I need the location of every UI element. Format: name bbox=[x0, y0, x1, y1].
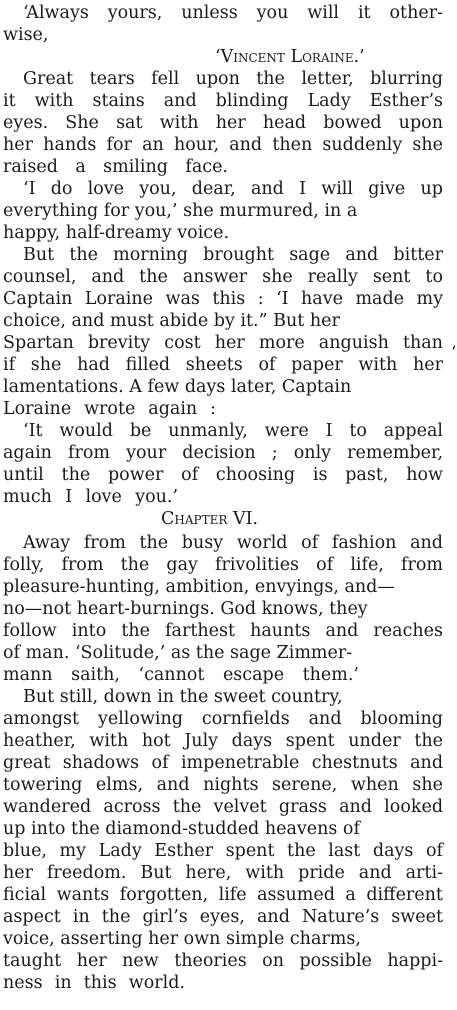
text-line: ‘Always yours, unless you will it other- bbox=[23, 3, 443, 23]
text-line: ‘I do love you, dear, and I will give up bbox=[23, 179, 443, 199]
text-line: again from your decision ; only remember, bbox=[3, 443, 444, 463]
text-line: much I love you.’ bbox=[3, 487, 179, 507]
text-line: ficial wants forgotten, life assumed a different bbox=[3, 885, 443, 905]
text-line: Great tears fell upon the letter, blurring bbox=[23, 69, 443, 89]
text-line: up into the diamond-studded heavens of bbox=[3, 819, 360, 839]
text-line: raised a smiling face. bbox=[3, 157, 228, 177]
text-line: it with stains and blinding Lady Esther’s bbox=[3, 91, 444, 111]
text-line: Spartan brevity cost her more anguish than bbox=[3, 333, 443, 353]
text-line: ‘It would be unmanly, were I to appeal bbox=[23, 421, 444, 441]
text-line: amongst yellowing cornfields and blooming bbox=[3, 709, 443, 729]
text-line: her freedom. But here, with pride and arti- bbox=[3, 863, 443, 883]
text-line: Captain Loraine was this : ‘I have made my bbox=[3, 289, 443, 309]
margin-mark: ‘ bbox=[451, 343, 457, 363]
text-line: lamentations. A few days later, Captain bbox=[3, 377, 352, 397]
text-line: pleasure-hunting, ambition, envyings, and— bbox=[3, 577, 395, 597]
text-line: counsel, and the answer she really sent to bbox=[3, 267, 443, 287]
heading-line: Chapter VI. bbox=[161, 509, 259, 529]
text-line: wandered across the velvet grass and looked bbox=[3, 797, 444, 817]
text-line: Away from the busy world of fashion and bbox=[23, 533, 443, 553]
text-line: happy, half-dreamy voice. bbox=[3, 223, 230, 243]
text-line: ness in this world. bbox=[3, 973, 185, 993]
text-line: taught her new theories on possible happi- bbox=[3, 951, 443, 971]
text-line: But the morning brought sage and bitter bbox=[23, 245, 443, 265]
text-line: heather, with hot July days spent under the bbox=[3, 731, 443, 751]
text-line: eyes. She sat with her head bowed upon bbox=[3, 113, 443, 133]
text-line: mann saith, ‘cannot escape them.’ bbox=[3, 665, 359, 685]
text-line: folly, from the gay frivolities of life, from bbox=[3, 555, 444, 575]
text-line: follow into the farthest haunts and reaches bbox=[3, 621, 443, 641]
text-line: of man. ‘Solitude,’ as the sage Zimmer- bbox=[3, 643, 353, 663]
text-line: choice, and must abide by it.” But her bbox=[3, 311, 340, 331]
text-line: great shadows of impenetrable chestnuts and bbox=[3, 753, 444, 773]
text-line: everything for you,’ she murmured, in a bbox=[3, 201, 358, 221]
text-line: if she had filled sheets of paper with her bbox=[3, 355, 443, 375]
text-line: aspect in the girl’s eyes, and Nature’s sweet bbox=[3, 907, 444, 927]
heading-line: ‘Vincent Loraine.’ bbox=[215, 47, 365, 67]
text-line: wise, bbox=[3, 25, 49, 45]
text-line: her hands for an hour, and then suddenly she bbox=[3, 135, 443, 155]
text-line: until the power of choosing is past, how bbox=[3, 465, 443, 485]
text-line: But still, down in the sweet country, bbox=[23, 687, 343, 707]
text-line: blue, my Lady Esther spent the last days of bbox=[3, 841, 443, 861]
text-line: Loraine wrote again : bbox=[3, 399, 216, 419]
text-line: towering elms, and nights serene, when she bbox=[3, 775, 443, 795]
text-line: no—not heart-burnings. God knows, they bbox=[3, 599, 368, 619]
text-line: voice, asserting her own simple charms, bbox=[3, 929, 361, 949]
